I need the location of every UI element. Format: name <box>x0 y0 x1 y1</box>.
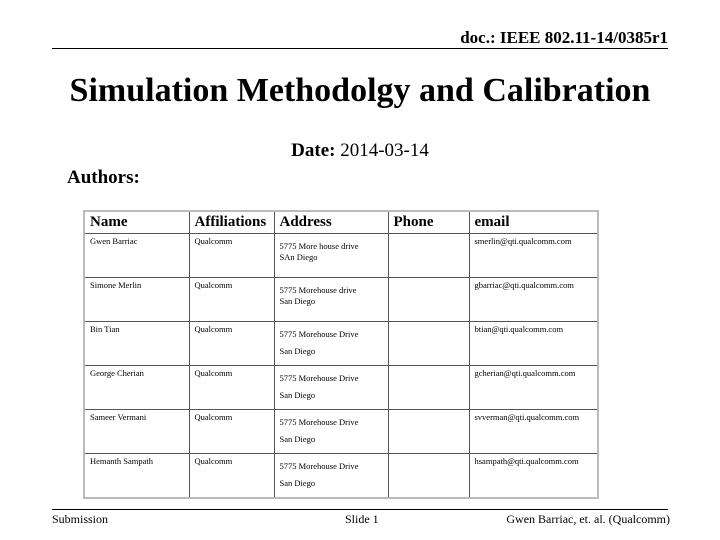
author-name: George Cherian <box>84 366 189 410</box>
author-email: btian@qti.qualcomm.com <box>469 322 598 366</box>
address-line-1: 5775 Morehouse Drive <box>279 373 359 383</box>
author-address <box>274 366 388 410</box>
author-phone <box>388 278 469 322</box>
header-divider <box>52 48 668 49</box>
table-row <box>84 278 598 322</box>
author-email: hsampath@qti.qualcomm.com <box>469 454 598 499</box>
table-row <box>84 366 598 410</box>
author-name: Sameer Vermani <box>84 410 189 454</box>
author-name: Bin Tian <box>84 322 189 366</box>
author-phone <box>388 454 469 499</box>
author-affiliation: Qualcomm <box>189 278 274 322</box>
author-address <box>274 234 388 278</box>
author-phone <box>388 234 469 278</box>
author-email: gbarriac@qti.qualcomm.com <box>469 278 598 322</box>
footer-slide-number: Slide 1 <box>345 512 379 526</box>
column-header-phone: Phone <box>388 211 469 234</box>
author-phone <box>388 410 469 454</box>
address-line-2: San Diego <box>279 434 316 445</box>
address-line-1: 5775 Morehouse Drive <box>279 329 359 339</box>
author-address <box>274 278 388 322</box>
slide-title: Simulation Methodolgy and Calibration <box>69 72 651 109</box>
author-name: Simone Merlin <box>84 278 189 322</box>
author-name: Hemanth Sampath <box>84 454 189 499</box>
footer-divider <box>52 509 668 510</box>
document-id: doc.: IEEE 802.11-14/0385r1 <box>460 28 668 47</box>
author-phone <box>388 366 469 410</box>
authors-table <box>83 210 599 499</box>
author-address <box>274 322 388 366</box>
address-line-2: San Diego <box>279 478 316 489</box>
table-row <box>84 322 598 366</box>
author-affiliation: Qualcomm <box>189 410 274 454</box>
column-header-name: Name <box>84 211 189 234</box>
author-phone <box>388 322 469 366</box>
table-row <box>84 410 598 454</box>
address-line-2: San Diego <box>279 346 316 357</box>
footer-submission: Submission <box>52 512 109 526</box>
table-row <box>84 234 598 278</box>
author-address <box>274 410 388 454</box>
date-value: 2014-03-14 <box>340 140 429 161</box>
authors-label: Authors: <box>67 167 140 188</box>
address-line-1: 5775 More house drive <box>279 241 359 251</box>
table-row <box>84 454 598 499</box>
author-email: svverman@qti.qualcomm.com <box>469 410 598 454</box>
address-line-2: San Diego <box>279 296 316 307</box>
date-label: Date: <box>291 140 336 161</box>
footer-authors: Gwen Barriac, et. al. (Qualcomm) <box>506 512 670 526</box>
author-email: smerlin@qti.qualcomm.com <box>469 234 598 278</box>
author-name: Gwen Barriac <box>84 234 189 278</box>
author-affiliation: Qualcomm <box>189 366 274 410</box>
column-header-affiliations: Affiliations <box>189 211 274 234</box>
address-line-1: 5775 Morehouse Drive <box>279 417 359 427</box>
column-header-address: Address <box>274 211 388 234</box>
address-line-1: 5775 Morehouse Drive <box>279 461 359 471</box>
author-affiliation: Qualcomm <box>189 454 274 499</box>
address-line-2: San Diego <box>279 390 316 401</box>
author-address <box>274 454 388 499</box>
column-header-email: email <box>469 211 598 234</box>
table-header-row <box>84 211 598 234</box>
date-line <box>0 140 720 162</box>
address-line-2: SAn Diego <box>279 252 318 263</box>
author-affiliation: Qualcomm <box>189 322 274 366</box>
author-affiliation: Qualcomm <box>189 234 274 278</box>
author-email: gcherian@qti.qualcomm.com <box>469 366 598 410</box>
address-line-1: 5775 Morehouse drive <box>279 285 357 295</box>
